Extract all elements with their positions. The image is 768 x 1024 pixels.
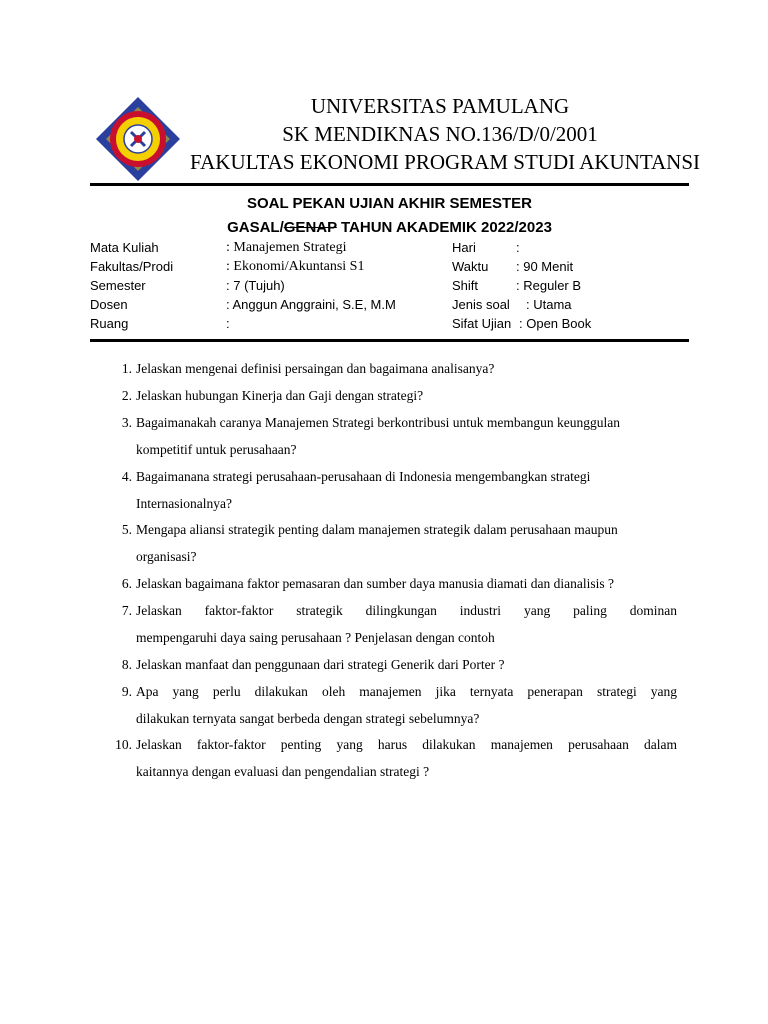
info-row: [0, 314, 768, 333]
university-name: UNIVERSITAS PAMULANG: [310, 94, 570, 118]
question-number: 1.: [121, 361, 132, 376]
waktu-label: Waktu: [452, 259, 489, 274]
question-number: 10.: [115, 737, 132, 752]
question-number: 8.: [121, 657, 132, 672]
jenis-soal-label: Jenis soal: [452, 297, 510, 312]
semester-label: Semester: [90, 278, 146, 293]
question-text: Jelaskan mengenai definisi persaingan dan bagaimana analisanya?: [136, 361, 495, 376]
dosen-value: : Anggun Anggraini, S.E, M.M: [226, 297, 396, 312]
academic-period: [90, 218, 689, 238]
waktu-value: : 90 Menit: [516, 259, 574, 274]
period-genap-struck: GENAP: [283, 219, 337, 236]
hari-label: Hari: [452, 240, 476, 255]
sifat-ujian-value: : Open Book: [519, 316, 592, 331]
question-number: 9.: [121, 684, 132, 699]
question-text: dilakukan ternyata sangat berbeda dengan strategi sebelumnya?: [136, 711, 480, 726]
question-text: Apa yang perlu dilakukan oleh manajemen jika ternyata penerapan strategi yang: [136, 684, 677, 699]
ruang-label: Ruang: [90, 316, 129, 331]
question-number: 4.: [121, 469, 132, 484]
mata-kuliah-label: Mata Kuliah: [90, 240, 159, 255]
question-text: Bagaimanakah caranya Manajemen Strategi berkontribusi untuk membangun keunggulan: [136, 415, 620, 430]
question-text: Bagaimanana strategi perusahaan-perusahaan di Indonesia mengembangkan strategi: [136, 469, 591, 484]
mata-kuliah-value: : Manajemen Strategi: [226, 240, 347, 255]
period-gasal: GASAL/: [227, 219, 284, 236]
header-divider: [90, 183, 689, 186]
jenis-soal-value: : Utama: [526, 297, 572, 312]
question-number: 6.: [121, 576, 132, 591]
hari-value: :: [516, 240, 520, 255]
question-text: Mengapa aliansi strategik penting dalam manajemen strategik dalam perusahaan maupun: [136, 522, 618, 537]
question-text: Jelaskan bagaimana faktor pemasaran dan sumber daya manusia diamati dan dianalisis ?: [136, 576, 614, 591]
question-text: organisasi?: [136, 549, 197, 564]
question-text: Jelaskan faktor-faktor strategik dilingkungan industri yang paling dominan: [136, 603, 677, 618]
semester-value: : 7 (Tujuh): [226, 278, 285, 293]
info-row: [0, 238, 768, 257]
info-row: [0, 276, 768, 295]
question-number: 5.: [121, 522, 132, 537]
exam-title: SOAL PEKAN UJIAN AKHIR SEMESTER: [246, 195, 533, 212]
shift-label: Shift: [452, 278, 479, 293]
fakultas-label: Fakultas/Prodi: [90, 259, 174, 274]
university-seal-icon: [96, 97, 180, 181]
fakultas-value: : Ekonomi/Akuntansi S1: [226, 259, 365, 274]
faculty-name: FAKULTAS EKONOMI PROGRAM STUDI AKUNTANSI: [190, 150, 701, 174]
question-text: mempengaruhi daya saing perusahaan ? Penjelasan dengan contoh: [136, 630, 495, 645]
question-text: Jelaskan manfaat dan penggunaan dari strategi Generik dari Porter ?: [136, 657, 505, 672]
decree-number: SK MENDIKNAS NO.136/D/0/2001: [282, 122, 598, 146]
question-text: kompetitif untuk perusahaan?: [136, 442, 297, 457]
question-text: Jelaskan hubungan Kinerja dan Gaji dengan strategi?: [136, 388, 424, 403]
shift-value: : Reguler B: [516, 278, 582, 293]
sifat-ujian-label: Sifat Ujian: [452, 316, 512, 331]
ruang-value: :: [226, 316, 230, 331]
question-text: Jelaskan faktor-faktor penting yang harus dilakukan manajemen perusahaan dalam: [136, 737, 677, 752]
info-divider: [90, 339, 689, 342]
period-year: TAHUN AKADEMIK 2022/2023: [336, 219, 552, 236]
question-number: 7.: [121, 603, 132, 618]
question-text: kaitannya dengan evaluasi dan pengendalian strategi ?: [136, 764, 430, 779]
dosen-label: Dosen: [90, 297, 128, 312]
question-number: 3.: [121, 415, 132, 430]
question-text: Internasionalnya?: [136, 496, 232, 511]
info-row: [0, 295, 768, 314]
info-row: [0, 257, 768, 276]
question-number: 2.: [121, 388, 132, 403]
